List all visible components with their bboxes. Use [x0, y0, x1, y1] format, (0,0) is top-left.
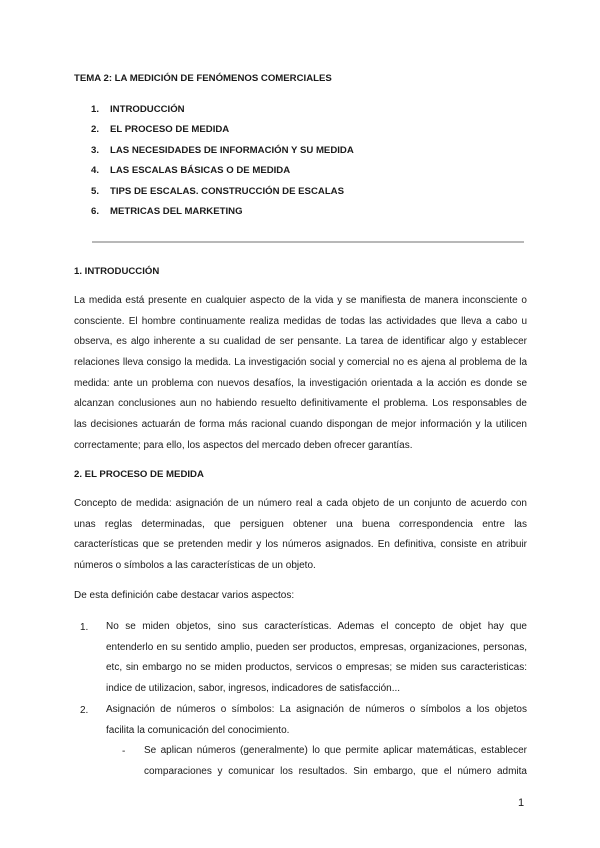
page-number: 1	[518, 797, 525, 809]
paragraph-concepto-de-medida: Concepto de medida: asignación de un número real a cada objeto de un conjunto de acuerdo con unas reglas determinadas, que persiguen obtener una buena correspondencia entre las características que se pretenden medir y los números asignados. En definitiva, consiste en atribuir números o símbolos a las características de un objeto.	[74, 498, 527, 572]
document-title: TEMA 2: LA MEDICIÓN DE FENÓMENOS COMERCIALES	[74, 73, 332, 84]
section-heading-introduccion: 1. INTRODUCCIÓN	[74, 266, 160, 277]
horizontal-divider	[92, 241, 524, 243]
section-heading-proceso-de-medida: 2. EL PROCESO DE MEDIDA	[74, 469, 204, 480]
toc-item: 6. METRICAS DEL MARKETING	[91, 205, 243, 217]
aspects-intro: De esta definición cabe destacar varios aspectos:	[74, 590, 295, 601]
toc-item: 4. LAS ESCALAS BÁSICAS O DE MEDIDA	[91, 165, 291, 177]
sub-list-item: - Se aplican números (generalmente) lo que permite aplicar matemáticas, establecer comparaciones y comunicar los resultados. Sin embargo, que el número admita	[122, 745, 527, 777]
paragraph-introduccion: La medida está presente en cualquier aspecto de la vida y se manifiesta de manera inconsciente o consciente. El hombre continuamente realiza medidas de todas las actividades que lleva a cabo u observa, es algo inherente a su cualidad de ser pensante. La tarea de identificar algo y establecer relaciones lleva consigo la medida. La investigación social y comercial no es ajena al problema de la medida: ante un problema con nuevos desafíos, la investigación orientada a la acción es donde se alcanzan conclusiones aun no habiendo resuelto definitivamente el problema. Los responsables de las decisiones actuarán de forma más racional cuando dispongan de mejor información y la utilicen correctamente; para ello, los aspectos del mercado deben ofrecer garantías.	[74, 295, 527, 451]
toc-item: 3. LAS NECESIDADES DE INFORMACIÓN Y SU MEDIDA	[91, 144, 354, 156]
list-item-aspect-1: 1. No se miden objetos, sino sus características. Ademas el concepto de objet hay que entenderlo en su sentido amplio, pueden ser productos, empresas, organizaciones, personas, etc, sin embargo no se miden productos, servicos o empresas; se miden sus caracteristicas: indice de utilizacion, sabor, ingresos, indicadores de satisfacción...	[80, 621, 527, 695]
toc-item: 5. TIPS DE ESCALAS. CONSTRUCCIÓN DE ESCALAS	[91, 185, 345, 197]
list-item-aspect-2: 2. Asignación de números o símbolos: La asignación de números o símbolos a los objetos facilita la comunicación del conocimiento.	[80, 704, 527, 736]
table-of-contents	[91, 104, 354, 226]
toc-item: 2. EL PROCESO DE MEDIDA	[91, 124, 230, 136]
toc-item: 1. INTRODUCCIÓN	[91, 104, 185, 115]
